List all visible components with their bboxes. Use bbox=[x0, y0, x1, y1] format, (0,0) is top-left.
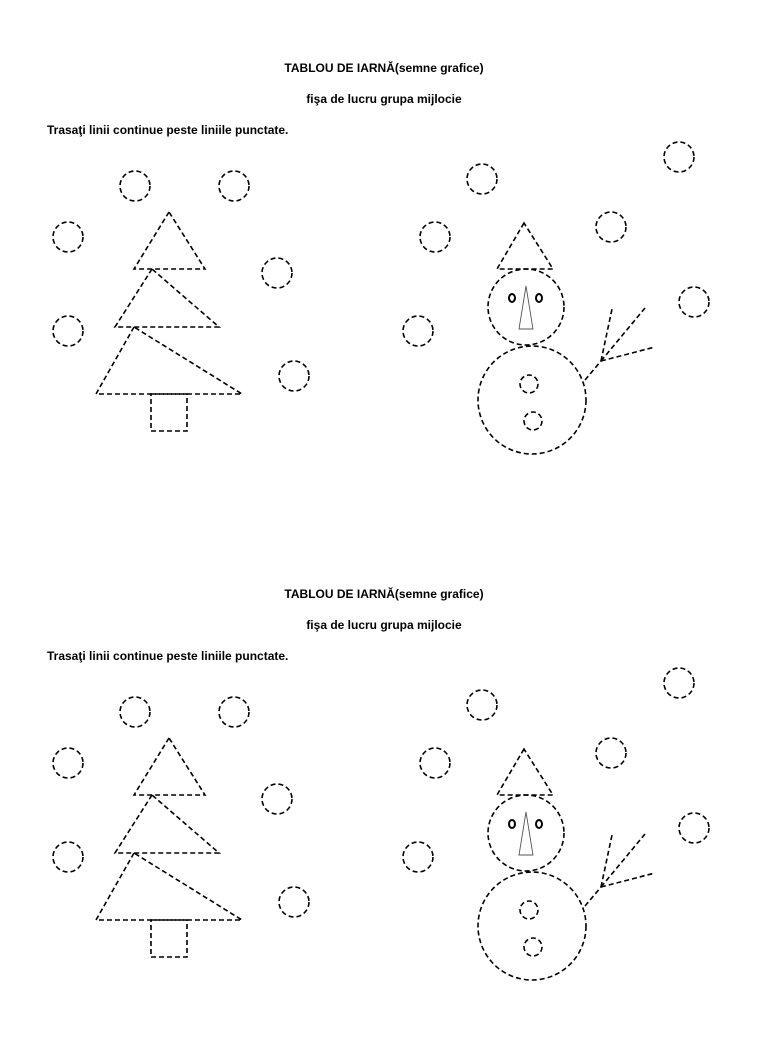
snowball-circle bbox=[279, 361, 309, 391]
snowball-circle bbox=[467, 164, 497, 194]
worksheet-instruction: Trasaţi linii continue peste liniile punctate. bbox=[47, 649, 289, 663]
snowman-head bbox=[488, 269, 564, 345]
snowman-button bbox=[524, 412, 542, 430]
snowball-circle bbox=[53, 316, 83, 346]
tree-bottom-triangle bbox=[96, 853, 242, 920]
tree-top-triangle bbox=[134, 212, 205, 269]
worksheet-instruction: Trasaţi linii continue peste liniile punctate. bbox=[47, 123, 289, 137]
worksheet-subtitle: fişa de lucru grupa mijlocie bbox=[306, 618, 462, 632]
snowball-circle bbox=[53, 842, 83, 872]
snowball-circle bbox=[467, 690, 497, 720]
worksheet-bottom bbox=[0, 526, 768, 1038]
snowman-nose bbox=[519, 812, 533, 855]
snowball-circle bbox=[219, 171, 249, 201]
snowman-eye bbox=[509, 820, 515, 828]
snowball-circle bbox=[53, 748, 83, 778]
snowman-eye bbox=[536, 294, 542, 302]
tree-bottom-triangle bbox=[96, 327, 242, 394]
snowball-circle bbox=[596, 738, 626, 768]
winter-scene-drawing bbox=[0, 0, 768, 512]
snowman-head bbox=[488, 795, 564, 871]
snowman-button bbox=[520, 901, 538, 919]
worksheet-top bbox=[0, 0, 768, 512]
snowman bbox=[478, 749, 655, 980]
snowball-circle bbox=[279, 887, 309, 917]
snowball-circle bbox=[596, 212, 626, 242]
snowman-body bbox=[478, 346, 586, 454]
snowman-nose bbox=[519, 286, 533, 329]
snowball-circle bbox=[664, 142, 694, 172]
tree-top-triangle bbox=[134, 738, 205, 795]
christmas-tree bbox=[96, 212, 242, 431]
snowball-circle bbox=[403, 842, 433, 872]
snowball-circle bbox=[679, 287, 709, 317]
snowball-circle bbox=[53, 222, 83, 252]
snowman-button bbox=[520, 375, 538, 393]
snowball-circle bbox=[262, 784, 292, 814]
worksheet-title: TABLOU DE IARNĂ(semne grafice) bbox=[284, 61, 484, 75]
snowman-arm bbox=[585, 834, 655, 906]
snowball-circle bbox=[219, 697, 249, 727]
tree-middle-triangle bbox=[115, 795, 219, 853]
winter-scene-drawing bbox=[0, 526, 768, 1038]
snowball-circle bbox=[679, 813, 709, 843]
snowman-eye bbox=[536, 820, 542, 828]
christmas-tree bbox=[96, 738, 242, 957]
snowman bbox=[478, 223, 655, 454]
snowball-circle bbox=[420, 222, 450, 252]
snowball-circle bbox=[420, 748, 450, 778]
tree-trunk bbox=[151, 920, 187, 957]
snowman-hat bbox=[497, 749, 553, 795]
snowman-button bbox=[524, 938, 542, 956]
worksheet-title: TABLOU DE IARNĂ(semne grafice) bbox=[284, 587, 484, 601]
snowball-circle bbox=[120, 171, 150, 201]
worksheet-subtitle: fişa de lucru grupa mijlocie bbox=[306, 92, 462, 106]
snowman-hat bbox=[497, 223, 553, 269]
tree-middle-triangle bbox=[115, 269, 219, 327]
snowman-arm bbox=[585, 308, 655, 380]
snowman-eye bbox=[509, 294, 515, 302]
snowball-circle bbox=[403, 316, 433, 346]
snowball-circle bbox=[664, 668, 694, 698]
snowball-circle bbox=[120, 697, 150, 727]
snowman-body bbox=[478, 872, 586, 980]
snowball-circle bbox=[262, 258, 292, 288]
tree-trunk bbox=[151, 394, 187, 431]
